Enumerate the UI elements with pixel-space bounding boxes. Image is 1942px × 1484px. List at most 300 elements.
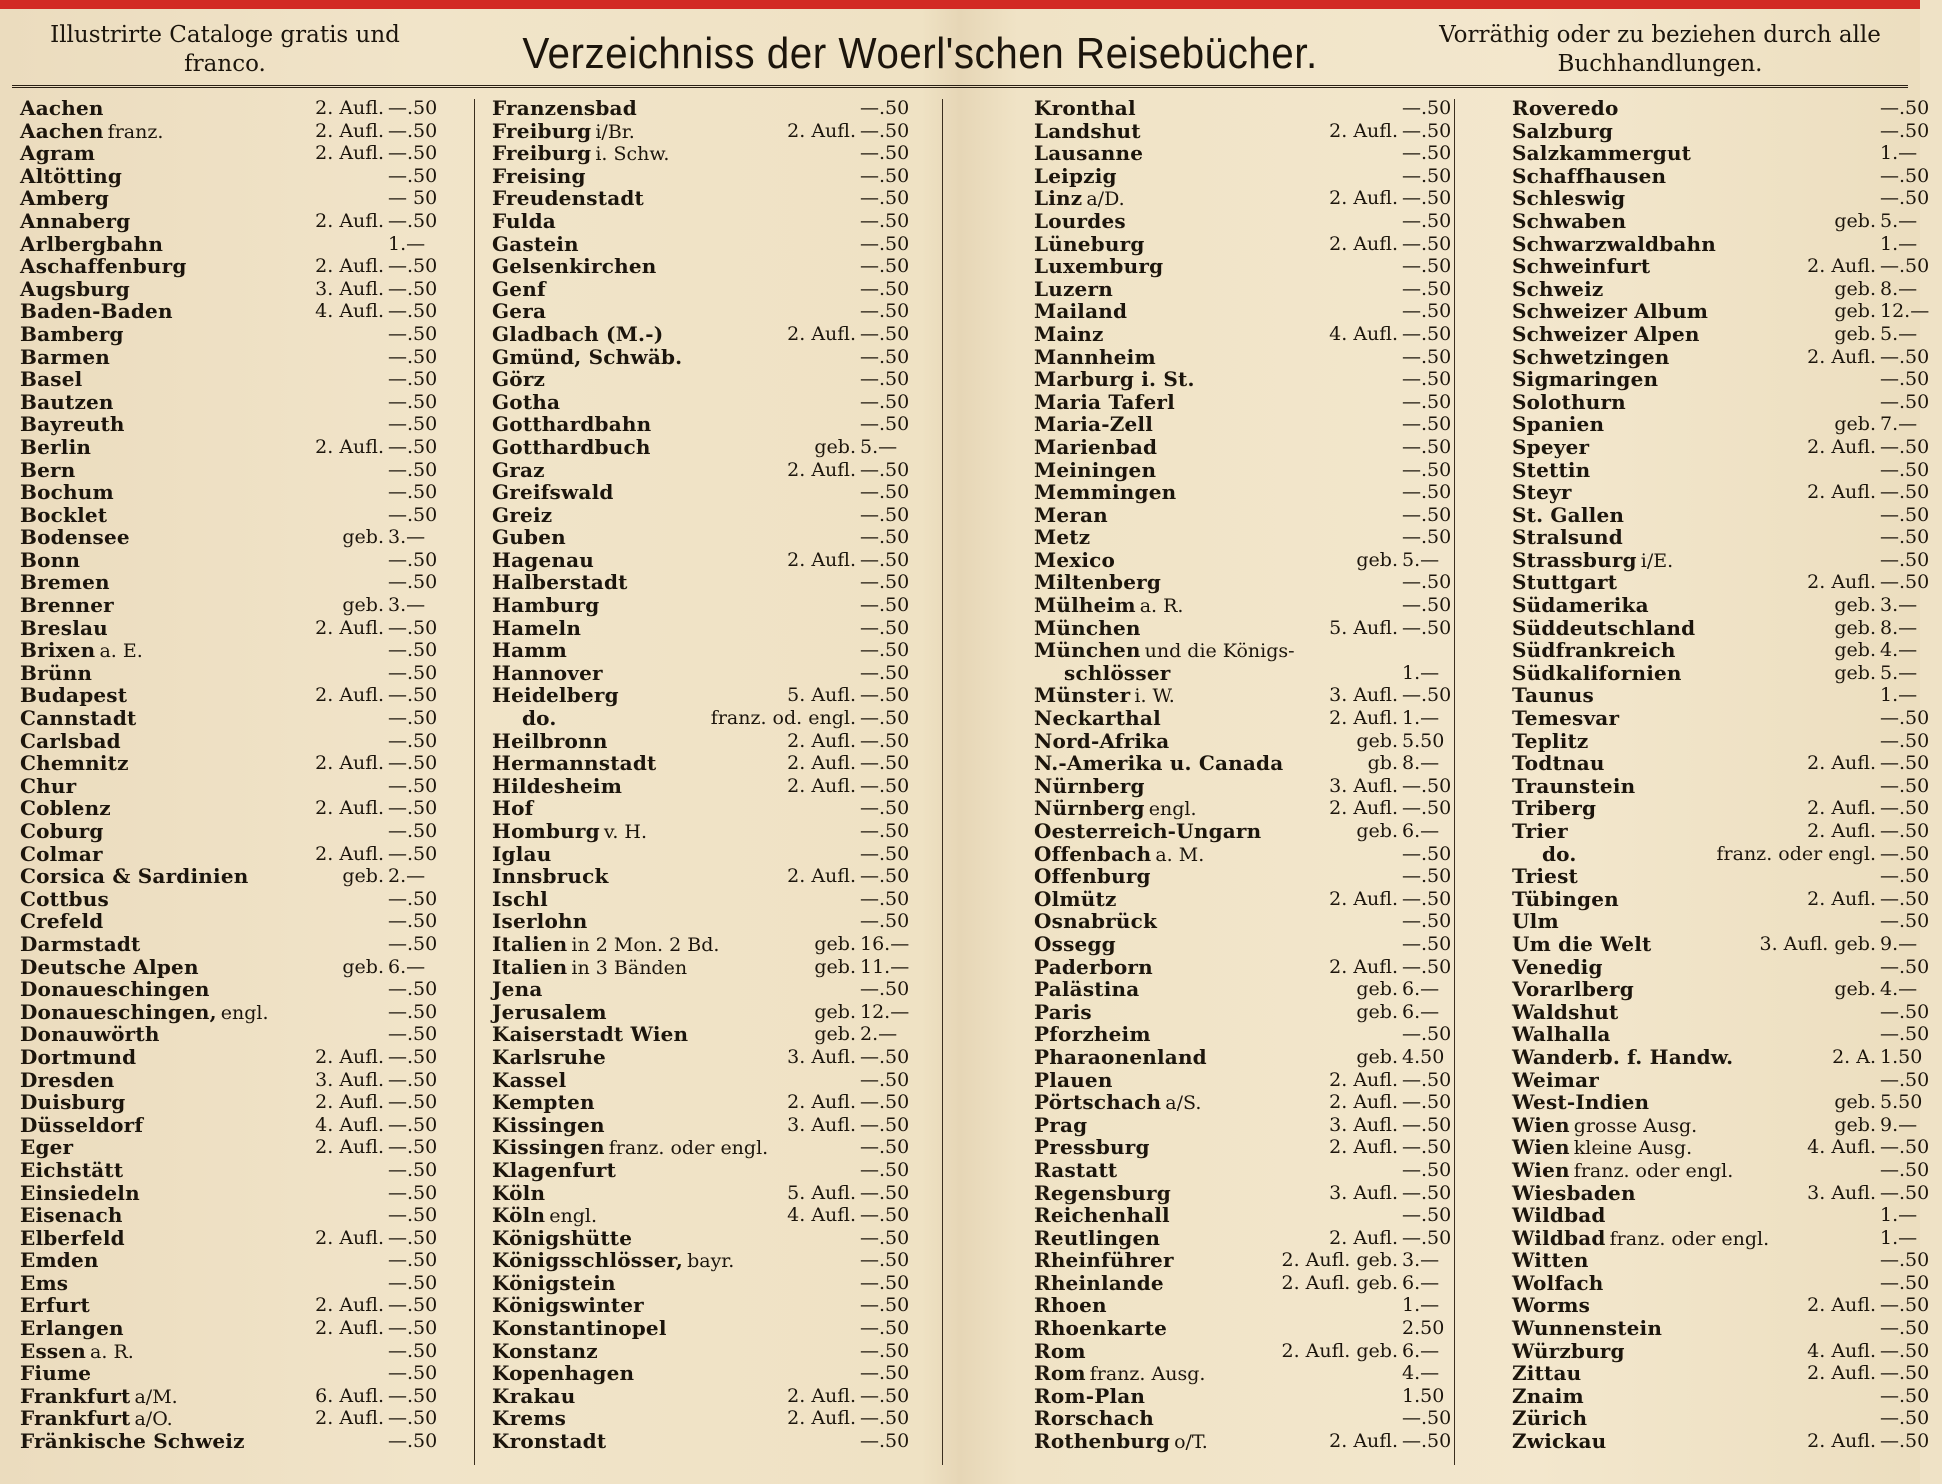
- place-name: Memmingen: [1034, 480, 1177, 505]
- place-note: a. R.: [1139, 595, 1184, 618]
- edition-label: 2. Aufl.: [315, 1091, 384, 1114]
- list-item: [20, 255, 450, 278]
- list-item: [1034, 820, 1464, 843]
- edition-label: 2. Aufl.: [315, 142, 384, 165]
- place-name: Paris: [1034, 999, 1092, 1024]
- price-value: —.50: [860, 1113, 910, 1136]
- price-value: 1.—: [1880, 142, 1918, 165]
- edition-label: 6. Aufl.: [315, 1384, 384, 1407]
- list-item: [20, 910, 450, 933]
- list-item: [1512, 888, 1942, 911]
- list-item: [1512, 1430, 1942, 1453]
- place-name: Hermannstadt: [492, 751, 657, 776]
- list-item: [492, 594, 922, 617]
- place-name: Emden: [20, 1248, 99, 1273]
- price-value: —.50: [860, 119, 910, 142]
- place-name: Nord-Afrika: [1034, 728, 1170, 753]
- list-item: [1512, 210, 1942, 233]
- list-item: [1512, 1069, 1942, 1092]
- list-item: [1034, 1046, 1464, 1069]
- price-value: —.50: [860, 322, 910, 345]
- edition-label: 2. Aufl.: [315, 209, 384, 232]
- price-value: 1.—: [1880, 1204, 1918, 1227]
- edition-label: 2. Aufl.: [1807, 1430, 1876, 1453]
- list-item: [492, 752, 922, 775]
- list-item: [1512, 504, 1942, 527]
- place-name: Brünn: [20, 660, 93, 685]
- edition-label: geb.: [1356, 820, 1398, 842]
- price-value: —.50: [860, 390, 910, 413]
- place-note: a/D.: [1086, 188, 1125, 211]
- price-value: 5.50: [1402, 729, 1445, 752]
- price-value: —.50: [1880, 729, 1930, 752]
- place-name: Offenburg: [1034, 864, 1151, 889]
- list-item: [20, 1069, 450, 1092]
- list-item: [1034, 391, 1464, 414]
- place-name: Karlsruhe: [492, 1044, 606, 1069]
- list-item: [20, 1159, 450, 1182]
- price-value: —.50: [1402, 232, 1452, 255]
- place-name: West-Indien: [1512, 1090, 1650, 1115]
- list-item: [1034, 142, 1464, 165]
- edition-label: geb.: [342, 594, 384, 617]
- list-item: [1034, 617, 1464, 640]
- edition-label: 2. Aufl. geb.: [1281, 1271, 1398, 1294]
- list-item: [1034, 684, 1464, 707]
- price-value: —.50: [1880, 1023, 1930, 1046]
- place-name: Vorarlberg: [1512, 977, 1634, 1002]
- place-name: St. Gallen: [1512, 502, 1625, 527]
- price-value: —.50: [860, 1226, 910, 1249]
- edition-label: 4. Aufl.: [787, 1204, 856, 1227]
- edition-label: 3. Aufl.: [1329, 774, 1398, 797]
- red-binding-strip: [0, 0, 1920, 9]
- list-item: [1034, 1182, 1464, 1205]
- edition-label: 2. Aufl.: [315, 752, 384, 775]
- list-item: [20, 1294, 450, 1317]
- price-value: —.50: [860, 277, 910, 300]
- list-item: [1034, 1317, 1464, 1340]
- place-name: Rothenburg: [1034, 1429, 1171, 1454]
- place-name: Wien: [1512, 1135, 1570, 1160]
- price-value: 4.—: [1402, 1362, 1440, 1385]
- list-item: [1034, 165, 1464, 188]
- place-name: Eichstätt: [20, 1157, 124, 1182]
- list-item: [1034, 1069, 1464, 1092]
- place-name: Bamberg: [20, 321, 124, 346]
- place-name: Stettin: [1512, 457, 1591, 482]
- place-name: Greifswald: [492, 480, 614, 505]
- price-value: —.50: [388, 639, 438, 662]
- edition-label: 2. Aufl.: [315, 1317, 384, 1340]
- place-name: Luxemburg: [1034, 254, 1164, 279]
- list-item: [1034, 1249, 1464, 1272]
- edition-label: 4. Aufl.: [315, 1113, 384, 1136]
- list-item: [20, 1227, 450, 1250]
- place-name: Lausanne: [1034, 141, 1144, 166]
- list-item: [20, 233, 450, 256]
- place-name: Köln: [492, 1180, 546, 1205]
- place-name: schlösser: [1064, 660, 1171, 685]
- place-name: Schweinfurt: [1512, 254, 1651, 279]
- place-name: Arlbergbahn: [20, 231, 164, 256]
- price-value: —.50: [860, 797, 910, 820]
- price-value: —.50: [860, 707, 910, 730]
- list-item: [1512, 1136, 1942, 1159]
- list-item: [1034, 707, 1464, 730]
- list-item: [1034, 413, 1464, 436]
- list-item: [492, 910, 922, 933]
- list-item: [20, 865, 450, 888]
- price-value: 5.—: [1880, 661, 1918, 684]
- price-value: 2.—: [388, 865, 426, 888]
- edition-label: geb.: [342, 526, 384, 549]
- list-item: [492, 1430, 922, 1453]
- price-value: —.50: [388, 1068, 438, 1091]
- price-value: —.50: [1880, 1339, 1930, 1362]
- list-item: [1512, 571, 1942, 594]
- place-name: Gladbach (M.-): [492, 321, 664, 346]
- price-value: —.50: [860, 1204, 910, 1227]
- edition-label: 2. Aufl.: [315, 842, 384, 865]
- place-name: Frankfurt: [20, 1383, 131, 1408]
- price-value: —.50: [1880, 1158, 1930, 1181]
- list-item: [20, 978, 450, 1001]
- place-name: Rom: [1034, 1338, 1086, 1363]
- page-header: [0, 21, 1920, 81]
- edition-label: geb.: [1834, 616, 1876, 639]
- list-item: [20, 1385, 450, 1408]
- price-value: —.50: [860, 1271, 910, 1294]
- list-item: [492, 933, 922, 956]
- edition-label: geb.: [1356, 729, 1398, 752]
- edition-label: geb.: [814, 932, 856, 955]
- place-name: Speyer: [1512, 434, 1590, 459]
- place-name: Paderborn: [1034, 954, 1153, 979]
- place-name: Görz: [492, 367, 546, 392]
- list-item: [20, 1182, 450, 1205]
- price-value: —.50: [1402, 932, 1452, 955]
- price-value: —.50: [1880, 481, 1930, 504]
- list-item: [492, 323, 922, 346]
- header-rule: [12, 85, 1908, 88]
- price-value: 3.—: [1880, 594, 1918, 617]
- listing-column-1: [20, 97, 450, 1453]
- place-name: Bautzen: [20, 389, 114, 414]
- list-item: [492, 707, 922, 730]
- price-value: —.50: [388, 548, 438, 571]
- price-value: —.50: [1402, 345, 1452, 368]
- list-item: [492, 1069, 922, 1092]
- price-value: —.50: [388, 1430, 438, 1453]
- price-value: —.50: [1402, 300, 1452, 323]
- list-item: [20, 1091, 450, 1114]
- price-value: —.50: [388, 1045, 438, 1068]
- edition-label: 2. Aufl.: [1329, 955, 1398, 978]
- list-item: [1512, 481, 1942, 504]
- place-name: Sigmaringen: [1512, 367, 1659, 392]
- price-value: —.50: [388, 1407, 438, 1430]
- price-value: —.50: [1880, 865, 1930, 888]
- place-name: Hannover: [492, 660, 603, 685]
- list-item: [20, 459, 450, 482]
- place-name: Gmünd, Schwäb.: [492, 344, 683, 369]
- edition-label: geb.: [1834, 209, 1876, 232]
- edition-label: 2. Aufl.: [787, 548, 856, 571]
- place-name: Kopenhagen: [492, 1361, 635, 1386]
- list-item: [492, 549, 922, 572]
- list-item: [492, 413, 922, 436]
- price-value: 4.—: [1880, 639, 1918, 662]
- edition-label: 2. Aufl.: [315, 797, 384, 820]
- list-item: [20, 346, 450, 369]
- edition-label: 2. Aufl.: [315, 119, 384, 142]
- price-value: —.50: [388, 1181, 438, 1204]
- header-left-note: Illustrirte Cataloge gratis und franco.: [50, 22, 400, 77]
- price-value: —.50: [860, 1430, 910, 1453]
- price-value: —.50: [1402, 1158, 1452, 1181]
- column-divider: [942, 99, 943, 1465]
- place-name: Ulm: [1512, 909, 1559, 934]
- list-item: [1512, 300, 1942, 323]
- place-name: Frankfurt: [20, 1406, 131, 1431]
- list-item: [20, 639, 450, 662]
- list-item: [20, 1114, 450, 1137]
- price-value: —.50: [388, 707, 438, 730]
- price-value: 9.—: [1880, 1113, 1918, 1136]
- place-name: Einsiedeln: [20, 1180, 140, 1205]
- edition-label: 2. Aufl.: [315, 435, 384, 458]
- place-note: in 3 Bänden: [571, 956, 688, 979]
- price-value: 1.—: [1402, 707, 1440, 730]
- column-divider: [474, 99, 475, 1465]
- price-value: —.50: [1880, 187, 1930, 210]
- place-name: Homburg: [492, 819, 600, 843]
- place-name: Nürnberg: [1034, 773, 1145, 798]
- place-name: Coblenz: [20, 796, 111, 821]
- place-name: Genf: [492, 276, 546, 301]
- list-item: [1512, 323, 1942, 346]
- list-item: [1512, 1340, 1942, 1363]
- edition-label: 2. Aufl.: [1807, 1294, 1876, 1317]
- place-name: Witten: [1512, 1248, 1589, 1273]
- place-name: Zwickau: [1512, 1429, 1607, 1454]
- price-value: —.50: [1402, 1023, 1452, 1046]
- place-name: Chur: [20, 773, 77, 798]
- price-value: —.50: [1402, 955, 1452, 978]
- place-note: engl.: [1148, 798, 1197, 821]
- list-item: [492, 662, 922, 685]
- price-value: —.50: [388, 322, 438, 345]
- list-item: [20, 97, 450, 120]
- list-item: [1512, 436, 1942, 459]
- price-value: —.50: [1880, 571, 1930, 594]
- edition-label: geb.: [1834, 978, 1876, 1001]
- price-value: —.50: [1880, 1136, 1930, 1159]
- list-item: [1034, 278, 1464, 301]
- place-name: Landshut: [1034, 118, 1141, 143]
- place-name: Dortmund: [20, 1044, 137, 1069]
- place-note: a. M.: [1155, 843, 1205, 866]
- price-value: 16.—: [860, 932, 910, 955]
- edition-label: 2. Aufl.: [315, 97, 384, 119]
- place-name: Teplitz: [1512, 728, 1589, 753]
- price-value: —.50: [1402, 1068, 1452, 1091]
- list-item: [1034, 1362, 1464, 1385]
- place-name: Hameln: [492, 615, 582, 640]
- price-value: —.50: [1880, 1249, 1930, 1272]
- list-item: [492, 684, 922, 707]
- place-name: Gelsenkirchen: [492, 254, 657, 279]
- place-name: München: [1034, 615, 1141, 640]
- price-value: 6.—: [1402, 978, 1440, 1001]
- list-item: [1512, 1249, 1942, 1272]
- list-item: [20, 210, 450, 233]
- list-item: [1512, 956, 1942, 979]
- edition-label: 2. Aufl.: [787, 119, 856, 142]
- place-name: Marienbad: [1034, 434, 1158, 459]
- place-name: Deutsche Alpen: [20, 954, 199, 979]
- place-name: Bern: [20, 457, 76, 482]
- list-item: [20, 323, 450, 346]
- edition-label: 2. Aufl.: [1329, 187, 1398, 210]
- list-item: [1034, 233, 1464, 256]
- place-name: Berlin: [20, 434, 92, 459]
- place-note: franz. oder engl.: [608, 1137, 769, 1160]
- list-item: [1512, 233, 1942, 256]
- edition-label: 2. Aufl.: [1329, 1091, 1398, 1114]
- edition-label: 2. Aufl.: [315, 1226, 384, 1249]
- edition-label: 2. Aufl.: [1329, 1136, 1398, 1159]
- list-item: [1034, 865, 1464, 888]
- price-value: —.50: [388, 1158, 438, 1181]
- edition-label: 2. Aufl.: [787, 752, 856, 775]
- price-value: —.50: [1880, 1407, 1930, 1430]
- place-name: Bayreuth: [20, 412, 125, 437]
- edition-label: geb.: [1834, 322, 1876, 345]
- list-item: [492, 391, 922, 414]
- price-value: —.50: [1402, 526, 1452, 549]
- place-note: kleine Ausg.: [1573, 1137, 1693, 1160]
- place-name: Marburg i. St.: [1034, 367, 1195, 392]
- price-value: —.50: [1402, 1407, 1452, 1430]
- place-name: Donaueschingen,: [20, 999, 217, 1024]
- price-value: 12.—: [860, 1000, 910, 1023]
- place-name: Konstanz: [492, 1338, 598, 1363]
- price-value: 5.—: [1402, 548, 1440, 571]
- list-item: [1034, 346, 1464, 369]
- place-name: Königswinter: [492, 1293, 644, 1318]
- price-value: —.50: [1402, 616, 1452, 639]
- list-item: [1512, 662, 1942, 685]
- list-item: [1512, 775, 1942, 798]
- price-value: 5.50: [1880, 1091, 1923, 1114]
- edition-label: 4. Aufl.: [1807, 1339, 1876, 1362]
- price-value: —.50: [1880, 435, 1930, 458]
- place-name: Graz: [492, 457, 545, 482]
- price-value: —.50: [1402, 1430, 1452, 1453]
- price-value: —.50: [860, 661, 910, 684]
- place-name: Darmstadt: [20, 931, 141, 956]
- price-value: —.50: [388, 119, 438, 142]
- place-name: Prag: [1034, 1112, 1088, 1137]
- edition-label: 2. Aufl.: [1807, 752, 1876, 775]
- list-item: [20, 187, 450, 210]
- edition-label: franz. oder engl.: [1716, 842, 1876, 865]
- price-value: —.50: [860, 164, 910, 187]
- list-item: [1034, 1430, 1464, 1453]
- place-name: Waldshut: [1512, 999, 1619, 1024]
- edition-label: 2. Aufl.: [1329, 1430, 1398, 1453]
- place-name: Lüneburg: [1034, 231, 1145, 256]
- price-value: —.50: [388, 842, 438, 865]
- price-value: —.50: [388, 481, 438, 504]
- price-value: 8.—: [1402, 752, 1440, 775]
- list-item: [1034, 459, 1464, 482]
- place-name: Solothurn: [1512, 389, 1626, 414]
- place-name: Venedig: [1512, 954, 1603, 979]
- list-item: [1034, 730, 1464, 753]
- place-name: Znaim: [1512, 1383, 1584, 1408]
- edition-label: 2. Aufl.: [1807, 887, 1876, 910]
- price-value: —.50: [1880, 910, 1930, 933]
- list-item: [1034, 594, 1464, 617]
- place-name: Jerusalem: [492, 999, 607, 1024]
- list-item: [1512, 617, 1942, 640]
- list-item: [492, 187, 922, 210]
- edition-label: 2. Aufl.: [1807, 820, 1876, 842]
- price-value: —.50: [1880, 1068, 1930, 1091]
- price-value: —.50: [860, 503, 910, 526]
- edition-label: 2. Aufl.: [1807, 255, 1876, 278]
- list-item: [492, 797, 922, 820]
- listing-column-4: [1512, 97, 1942, 1453]
- place-note: a. E.: [99, 640, 143, 663]
- price-value: —.50: [860, 1068, 910, 1091]
- place-name: Krems: [492, 1406, 567, 1431]
- edition-label: 2. Aufl.: [787, 1407, 856, 1430]
- page-title: Verzeichniss der Woerl'schen Reisebücher.: [522, 29, 1318, 78]
- list-item: [1512, 797, 1942, 820]
- price-value: —.50: [388, 684, 438, 707]
- price-value: —.50: [388, 661, 438, 684]
- price-value: —.50: [1402, 187, 1452, 210]
- place-name: Eisenach: [20, 1203, 123, 1228]
- list-item: [492, 843, 922, 866]
- price-value: 6.—: [1402, 820, 1440, 842]
- price-value: —.50: [860, 300, 910, 323]
- price-value: —.50: [860, 1045, 910, 1068]
- place-name: Basel: [20, 367, 83, 392]
- list-item: [20, 1407, 450, 1430]
- place-name: Salzburg: [1512, 118, 1614, 143]
- place-note: o/T.: [1174, 1431, 1208, 1454]
- place-name: Rhoenkarte: [1034, 1316, 1168, 1341]
- price-value: —.50: [1880, 887, 1930, 910]
- price-value: —.50: [1880, 1384, 1930, 1407]
- edition-label: geb.: [1834, 277, 1876, 300]
- price-value: 1.50: [1880, 1045, 1923, 1068]
- price-value: —.50: [388, 752, 438, 775]
- price-value: —.50: [860, 1384, 910, 1407]
- price-value: —.50: [860, 910, 910, 933]
- list-item: [1034, 775, 1464, 798]
- place-name: Elberfeld: [20, 1225, 125, 1250]
- edition-label: 4. Aufl.: [1807, 1136, 1876, 1159]
- price-value: —.50: [860, 571, 910, 594]
- list-item: [492, 1407, 922, 1430]
- edition-label: 2. Aufl.: [315, 684, 384, 707]
